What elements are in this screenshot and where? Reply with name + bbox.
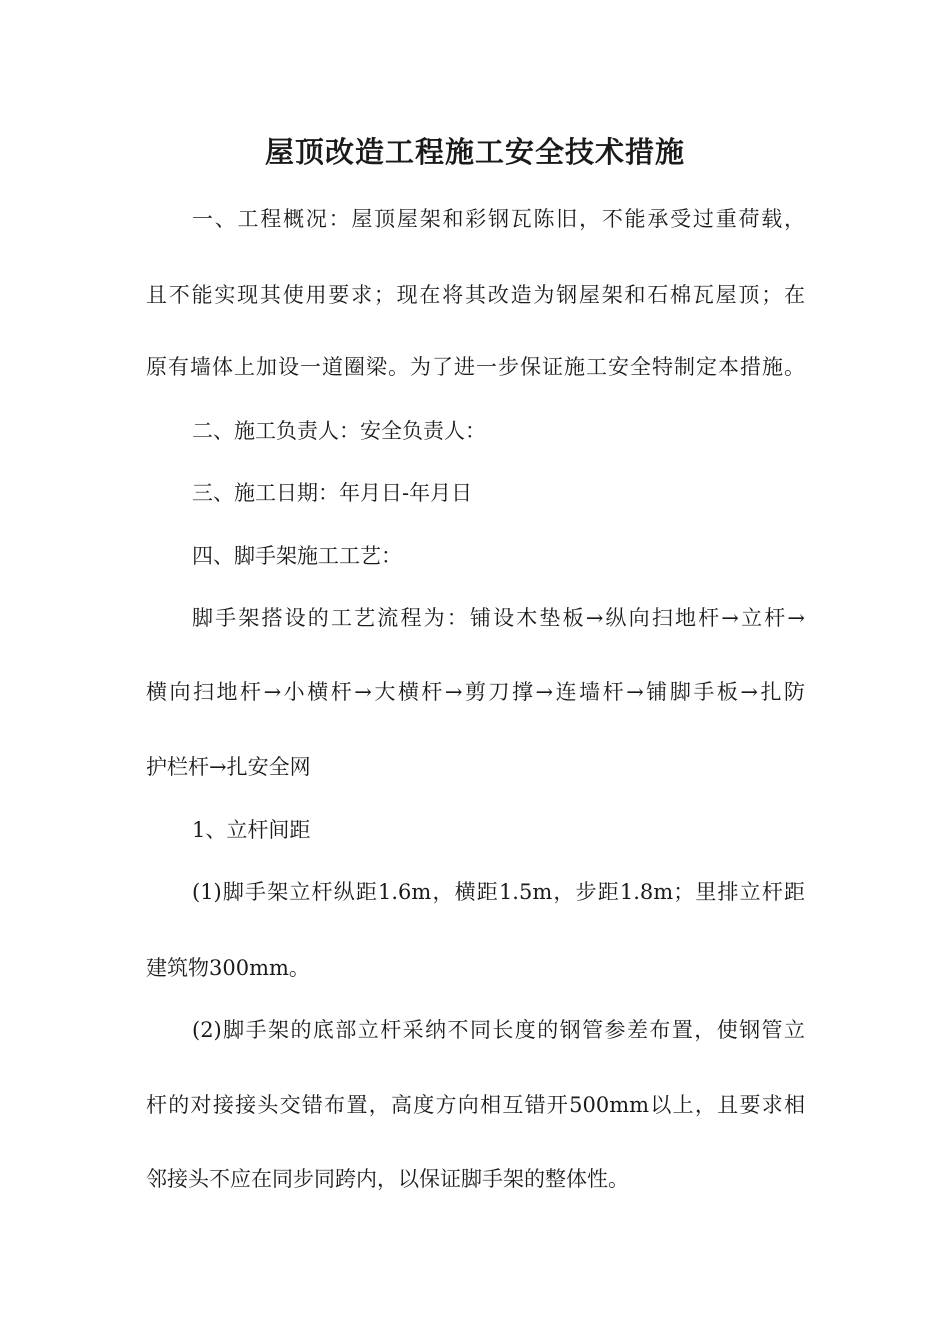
- paragraph-line: 三、施工日期：年月日-年月日: [192, 481, 473, 505]
- paragraph-line: 且不能实现其使用要求；现在将其改造为钢屋架和石棉瓦屋顶；在: [146, 283, 805, 307]
- paragraph-line: (1)脚手架立杆纵距1.6m，横距1.5m，步距1.8m；里排立杆距: [192, 880, 805, 904]
- document-title: 屋顶改造工程施工安全技术措施: [264, 135, 685, 169]
- paragraph-line: 脚手架搭设的工艺流程为：铺设木垫板→纵向扫地杆→立杆→: [192, 606, 805, 630]
- paragraph-line: (2)脚手架的底部立杆采纳不同长度的钢管参差布置，使钢管立: [192, 1018, 805, 1042]
- paragraph-line: 邻接头不应在同步同跨内，以保证脚手架的整体性。: [146, 1167, 629, 1191]
- paragraph-line: 1、立杆间距: [192, 818, 311, 842]
- paragraph-line: 护栏杆→扎安全网: [146, 755, 311, 779]
- paragraph-line: 四、脚手架施工工艺：: [192, 544, 402, 568]
- paragraph-line: 原有墙体上加设一道圈梁。为了进一步保证施工安全特制定本措施。: [146, 355, 805, 379]
- paragraph-line: 横向扫地杆→小横杆→大横杆→剪刀撑→连墙杆→铺脚手板→扎防: [146, 680, 805, 704]
- paragraph-line: 一、工程概况：屋顶屋架和彩钢瓦陈旧，不能承受过重荷载，: [192, 207, 805, 231]
- paragraph-line: 建筑物300mm。: [146, 956, 310, 980]
- paragraph-line: 杆的对接接头交错布置，高度方向相互错开500mm以上，且要求相: [146, 1093, 805, 1117]
- paragraph-line: 二、施工负责人：安全负责人：: [192, 419, 486, 443]
